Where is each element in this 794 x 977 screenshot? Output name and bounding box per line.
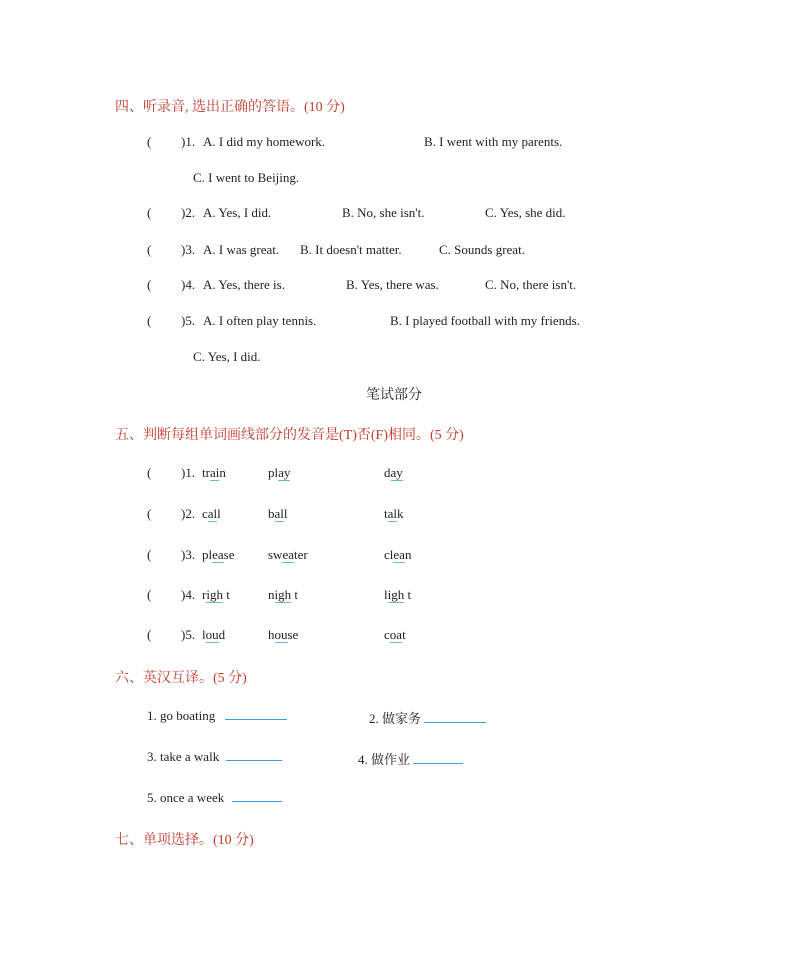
section-5-title: 五、判断每组单词画线部分的发音是(T)否(F)相同。(5 分) bbox=[115, 428, 464, 443]
translation-item-1-text: 1. go boating bbox=[147, 708, 216, 723]
word-2 bbox=[268, 465, 290, 481]
answer-paren-1: ( bbox=[147, 134, 152, 149]
q5-option-c: C. Yes, I did. bbox=[193, 349, 261, 364]
answer-paren-3: ( bbox=[147, 242, 152, 257]
underlined-letters: ay bbox=[278, 465, 291, 480]
translation-item-4 bbox=[358, 749, 463, 768]
answer-paren: ( bbox=[147, 506, 152, 521]
underlined-letters: ou bbox=[205, 627, 219, 642]
translation-item-3 bbox=[147, 749, 282, 765]
word-group-number: )4. bbox=[181, 587, 196, 602]
translation-item-3-text: 3. take a walk bbox=[147, 749, 220, 764]
answer-paren-2: ( bbox=[147, 205, 152, 220]
q2-option-c: C. Yes, she did. bbox=[485, 205, 566, 220]
underlined-letters: al bbox=[274, 506, 284, 521]
word-part: pl bbox=[268, 465, 279, 480]
translation-item-5 bbox=[147, 790, 282, 806]
word-group-number: )2. bbox=[181, 506, 196, 521]
q1-number: )1. bbox=[181, 134, 196, 149]
word-3 bbox=[384, 465, 403, 481]
written-part-heading: 笔试部分 bbox=[366, 388, 422, 403]
translation-item-5-text: 5. once a week bbox=[147, 790, 225, 805]
word-part: l bbox=[283, 506, 288, 521]
underlined-letters: igh bbox=[387, 587, 405, 602]
word-part: c bbox=[202, 506, 208, 521]
word-part: t bbox=[222, 587, 230, 602]
translation-item-2 bbox=[369, 708, 486, 727]
word-part: h bbox=[268, 627, 275, 642]
word-part: l bbox=[217, 506, 221, 521]
word-part: d bbox=[384, 465, 391, 480]
word-group-number: )5. bbox=[181, 627, 196, 642]
word-2 bbox=[268, 506, 288, 522]
translation-item-2-text: 2. 做家务 bbox=[369, 711, 422, 726]
q5-option-a: A. I often play tennis. bbox=[203, 313, 317, 328]
word-part: ter bbox=[294, 547, 308, 562]
answer-paren: ( bbox=[147, 465, 152, 480]
word-part: t bbox=[404, 587, 412, 602]
word-2 bbox=[268, 547, 308, 563]
word-part: n bbox=[268, 587, 275, 602]
q1-option-a: A. I did my homework. bbox=[203, 134, 326, 149]
translation-blank-1[interactable] bbox=[225, 719, 287, 720]
word-part: t bbox=[402, 627, 406, 642]
word-3 bbox=[384, 587, 411, 603]
word-part: sw bbox=[268, 547, 283, 562]
word-part: l bbox=[202, 627, 206, 642]
translation-blank-4[interactable] bbox=[413, 763, 463, 764]
word-part: pl bbox=[202, 547, 213, 562]
word-part: t bbox=[291, 587, 298, 602]
answer-paren-4: ( bbox=[147, 277, 152, 292]
section-4-title: 四、听录音, 选出正确的答语。(10 分) bbox=[115, 100, 345, 115]
translation-blank-2[interactable] bbox=[424, 722, 486, 723]
word-3 bbox=[384, 547, 411, 563]
answer-paren-5: ( bbox=[147, 313, 152, 328]
q4-option-b: B. Yes, there was. bbox=[346, 277, 439, 292]
underlined-letters: ay bbox=[390, 465, 403, 480]
word-1 bbox=[202, 587, 230, 603]
word-1 bbox=[202, 465, 226, 481]
underlined-letters: ai bbox=[209, 465, 220, 480]
word-3 bbox=[384, 506, 404, 522]
underlined-letters: ea bbox=[212, 547, 224, 562]
word-part: se bbox=[223, 547, 235, 562]
q4-number: )4. bbox=[181, 277, 196, 292]
word-3 bbox=[384, 627, 406, 643]
q5-option-b: B. I played football with my friends. bbox=[390, 313, 580, 328]
word-part: tr bbox=[202, 465, 210, 480]
q3-number: )3. bbox=[181, 242, 196, 257]
q2-option-a: A. Yes, I did. bbox=[203, 205, 272, 220]
word-part: t bbox=[384, 506, 388, 521]
translation-blank-5[interactable] bbox=[232, 801, 282, 802]
answer-paren: ( bbox=[147, 587, 152, 602]
underlined-letters: al bbox=[387, 506, 398, 521]
q2-number: )2. bbox=[181, 205, 196, 220]
word-2 bbox=[268, 587, 298, 603]
translation-item-4-text: 4. 做作业 bbox=[358, 752, 411, 767]
answer-paren: ( bbox=[147, 547, 152, 562]
q3-option-a: A. I was great. bbox=[203, 242, 280, 257]
word-part: c bbox=[384, 627, 390, 642]
word-group-number: )3. bbox=[181, 547, 196, 562]
underlined-letters: ou bbox=[274, 627, 288, 642]
word-part: k bbox=[397, 506, 404, 521]
underlined-letters: oa bbox=[389, 627, 403, 642]
translation-item-1 bbox=[147, 708, 287, 724]
underlined-letters: igh bbox=[206, 587, 223, 602]
underlined-letters: igh bbox=[274, 587, 292, 602]
word-part: cl bbox=[384, 547, 394, 562]
answer-paren: ( bbox=[147, 627, 152, 642]
word-1 bbox=[202, 506, 221, 522]
word-1 bbox=[202, 547, 235, 563]
word-part: d bbox=[218, 627, 226, 642]
underlined-letters: ea bbox=[393, 547, 405, 562]
q4-option-c: C. No, there isn't. bbox=[485, 277, 577, 292]
word-part: r bbox=[202, 587, 207, 602]
section-6-title: 六、英汉互译。(5 分) bbox=[115, 671, 247, 686]
translation-blank-3[interactable] bbox=[226, 760, 282, 761]
q3-option-b: B. It doesn't matter. bbox=[300, 242, 402, 257]
word-part: se bbox=[287, 627, 299, 642]
q5-number: )5. bbox=[181, 313, 196, 328]
q2-option-b: B. No, she isn't. bbox=[342, 205, 425, 220]
word-part: n bbox=[404, 547, 412, 562]
word-2 bbox=[268, 627, 298, 643]
section-7-title: 七、单项选择。(10 分) bbox=[115, 833, 254, 848]
word-part: n bbox=[219, 465, 226, 480]
underlined-letters: al bbox=[207, 506, 218, 521]
q4-option-a: A. Yes, there is. bbox=[203, 277, 285, 292]
word-group-number: )1. bbox=[181, 465, 196, 480]
word-part: l bbox=[384, 587, 388, 602]
word-part: b bbox=[268, 506, 275, 521]
q3-option-c: C. Sounds great. bbox=[439, 242, 525, 257]
q1-option-c: C. I went to Beijing. bbox=[193, 170, 300, 185]
word-1 bbox=[202, 627, 225, 643]
q1-option-b: B. I went with my parents. bbox=[424, 134, 563, 149]
underlined-letters: ea bbox=[282, 547, 294, 562]
